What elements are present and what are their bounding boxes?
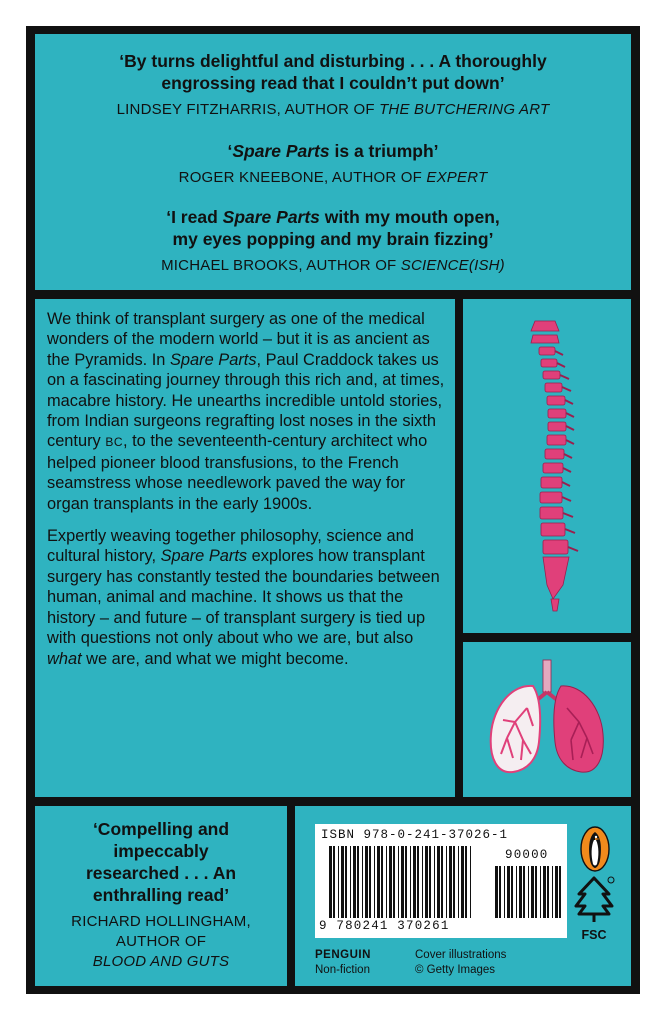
attribution-name: RICHARD HOLLINGHAM, [71,913,251,930]
blurb-paragraph-1 [47,309,447,514]
quote-line: ‘Compelling and [92,819,230,839]
barcode-bar [528,866,529,918]
barcode-panel [295,806,631,986]
quote-line: engrossing read that I couldn’t put down’ [161,73,505,93]
quote-text [35,50,631,94]
barcode-bar [341,846,344,918]
attribution-book-title: BLOOD AND GUTS [92,953,230,970]
barcode-bar [377,846,380,918]
blurb-paragraph-2 [47,526,447,669]
quote-line: impeccably [113,841,209,861]
barcode-bar [540,866,541,918]
penguin-logo-icon [580,826,610,872]
barcode-box [315,824,567,938]
lungs-illustration [463,642,631,797]
barcode-bar [389,846,392,918]
blurb-book-title: Spare Parts [160,547,248,566]
barcode-bar [453,846,455,918]
quote-fragment: ‘I read [166,207,223,227]
barcode-bar [552,866,553,918]
publisher-info [315,948,371,978]
barcode-bar [461,846,464,918]
barcode-bar [362,846,363,918]
barcode-bar [434,846,435,918]
barcode-bar [504,866,505,918]
barcode-bar [417,846,419,918]
barcode-bar [499,866,501,918]
barcode-bar [405,846,407,918]
quote-text [39,818,283,906]
barcode-bar [441,846,443,918]
barcode-bar [495,866,498,918]
barcode-bar [381,846,383,918]
blurb-fragment: we are, and what we might become. [81,649,349,668]
quote-text [35,206,631,250]
cover-credits [415,948,506,978]
isbn-label: ISBN 978-0-241-37026-1 [321,828,509,842]
barcode-bar [535,866,537,918]
quote-line [35,206,631,228]
barcode-bar [410,846,411,918]
barcode-bar [470,846,471,918]
barcode-addon-digits: 90000 [505,848,549,862]
quote-book-title: Spare Parts [232,141,330,161]
credits-line: Cover illustrations [415,949,507,961]
fsc-tree-icon [571,874,617,926]
attribution-book-title: SCIENCE(ISH) [400,257,505,274]
quote-line: ‘By turns delightful and disturbing . . . A thoroughly [119,51,547,71]
barcode-bar [338,846,339,918]
blurb-small-caps: BC [105,435,123,450]
spine-illustration [463,299,631,633]
quote-book-title: Spare Parts [222,207,320,227]
attribution-name: LINDSEY FITZHARRIS, AUTHOR OF [116,101,380,118]
barcode-bar [559,866,561,918]
barcode-bar [401,846,404,918]
attribution-book-title: EXPERT [426,169,488,186]
blurb-fragment: , Paul Craddock takes us on a fascinating journey through this rich and, at times, macabre history. He unearths incredible untold stories, from Indian surgeons regrafting lost noses in the sixth century [47,350,445,451]
barcode-bar [446,846,447,918]
attribution-name: MICHAEL BROOKS, AUTHOR OF [161,257,401,274]
barcode-bar [393,846,395,918]
credits-line: © Getty Images [415,964,496,976]
publisher-category: Non-fiction [315,964,370,976]
barcode-bar [374,846,375,918]
barcode-bar [555,866,558,918]
barcode-bar [437,846,440,918]
lungs-illustration-panel [463,642,631,797]
quote-attribution [39,912,283,972]
barcode-bar [345,846,347,918]
barcode-bar [516,866,517,918]
barcode-bar [333,846,335,918]
barcode-bar [465,846,467,918]
barcode-bar [523,866,525,918]
quote-hollingham [39,818,283,972]
quote-fragment: with my mouth open, [319,207,500,227]
quote-attribution [35,256,631,276]
blurb-fragment: explores how transplant surgery has constantly tested the boundaries between human, animal and machine. It shows us that the history – and future – of transplant surgery is tied up with questions not only about who we are, but also [47,547,440,648]
barcode-bar [353,846,356,918]
barcode-bar [543,866,546,918]
barcode-bar [398,846,399,918]
quote-attribution [35,100,631,120]
blurb-book-title: Spare Parts [169,350,257,369]
barcode-bar [547,866,549,918]
barcode-bar [449,846,452,918]
attribution-line: AUTHOR OF [115,933,207,950]
spine-illustration-panel [463,299,631,633]
barcode-bar [511,866,513,918]
quote-kneebone [35,140,631,188]
attribution-book-title: THE BUTCHERING ART [379,101,550,118]
blurb-emphasis: what [47,649,82,668]
quote-attribution [35,168,631,188]
barcode-bar [413,846,416,918]
bottom-quote-panel [35,806,287,986]
barcode-bar [369,846,371,918]
blurb-text [47,309,447,681]
barcode-bar [507,866,510,918]
blurb-fragment: We think of transplant surgery as one of the medical wonders of the modern world – but it is as ancient as the Pyramids. In [47,310,430,369]
barcode-bar [365,846,368,918]
quote-text [35,140,631,162]
quote-mark: ‘ [227,141,233,161]
barcode-bar [357,846,359,918]
barcode-bar [458,846,459,918]
barcode-bar [386,846,387,918]
blurb-fragment: , to the seventeenth-century architect who helped pioneer blood transfusions, to the French seamstress whose needlework paved the way for organ transplants in the early 1900s. [47,432,428,513]
fsc-label: FSC [581,928,607,942]
quote-line: enthralling read’ [92,885,230,905]
quote-line: my eyes popping and my brain fizzing’ [172,229,494,249]
publisher-name: PENGUIN [315,949,371,961]
quote-line: is a triumph’ [329,141,439,161]
blurb-fragment: Expertly weaving together philosophy, science and cultural history, [47,527,414,566]
barcode-digits: 9 780241 370261 [319,919,450,933]
quote-fitzharris [35,50,631,120]
attribution-name: ROGER KNEEBONE, AUTHOR OF [178,169,427,186]
barcode-bar [519,866,522,918]
quote-line: researched . . . An [85,863,237,883]
quote-brooks [35,206,631,276]
blurb-panel [35,299,455,797]
barcode-bar [425,846,428,918]
barcode-bar [531,866,534,918]
top-quotes-panel [35,34,631,290]
barcode-bar [350,846,351,918]
barcode-bar [429,846,431,918]
barcode-bar [422,846,423,918]
barcode-bar [329,846,332,918]
